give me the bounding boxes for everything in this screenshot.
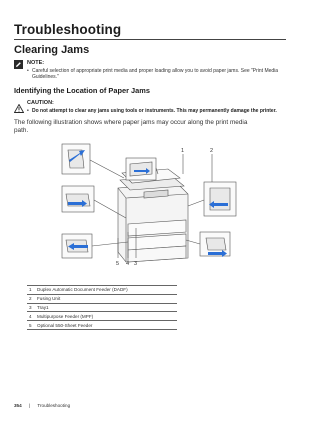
callout-5: 5 [116, 261, 120, 267]
printer-body [118, 169, 188, 262]
note-label: NOTE: [27, 60, 45, 66]
legend-number: 1 [29, 287, 32, 293]
legend-row [27, 294, 177, 303]
legend-row [27, 303, 177, 312]
legend-number: 5 [29, 322, 32, 328]
subsection-heading: Identifying the Location of Paper Jams [14, 86, 150, 95]
legend-row [27, 321, 177, 330]
legend-label: Tray1 [37, 304, 49, 310]
note-bullet: • [27, 68, 29, 74]
note-pencil-icon [14, 60, 23, 69]
legend-number: 3 [29, 304, 32, 310]
page-footer [14, 403, 70, 408]
caution-text: Do not attempt to clear any jams using tools or instruments. This may permanently damage the printer. [32, 108, 277, 114]
page-number: 354 [14, 403, 22, 408]
callout-4: 4 [126, 261, 130, 267]
legend-row [27, 312, 177, 321]
legend-number: 4 [29, 313, 32, 319]
caution-warning-icon [14, 100, 24, 118]
printer-jam-illustration [60, 140, 240, 270]
legend-label: Multipurpose Feeder (MPF) [37, 313, 94, 319]
legend-number: 2 [29, 296, 32, 302]
title-divider [14, 39, 286, 40]
legend-label: Fusing Unit [37, 296, 61, 302]
footer-chapter: Troubleshooting [37, 403, 71, 408]
section-heading: Clearing Jams [14, 44, 90, 56]
callout-3: 3 [134, 261, 138, 267]
callout-1: 1 [181, 148, 185, 154]
note-text: Careful selection of appropriate print media and proper loading allow you to avoid paper jams. See "Print Media Guidelines." [32, 68, 279, 81]
legend-label: Duplex Automatic Document Feeder (DADF) [37, 287, 128, 293]
legend-label: Optional 550-Sheet Feeder [37, 322, 93, 328]
legend-row [27, 286, 177, 295]
caution-label: CAUTION: [27, 100, 54, 106]
footer-separator: | [28, 403, 31, 408]
callout-2: 2 [210, 148, 214, 154]
intro-paragraph: The following illustration shows where paper jams may occur along the print media path. [14, 119, 248, 134]
jam-location-legend [27, 285, 177, 330]
page-title: Troubleshooting [14, 22, 122, 37]
caution-bullet: • [27, 108, 29, 114]
